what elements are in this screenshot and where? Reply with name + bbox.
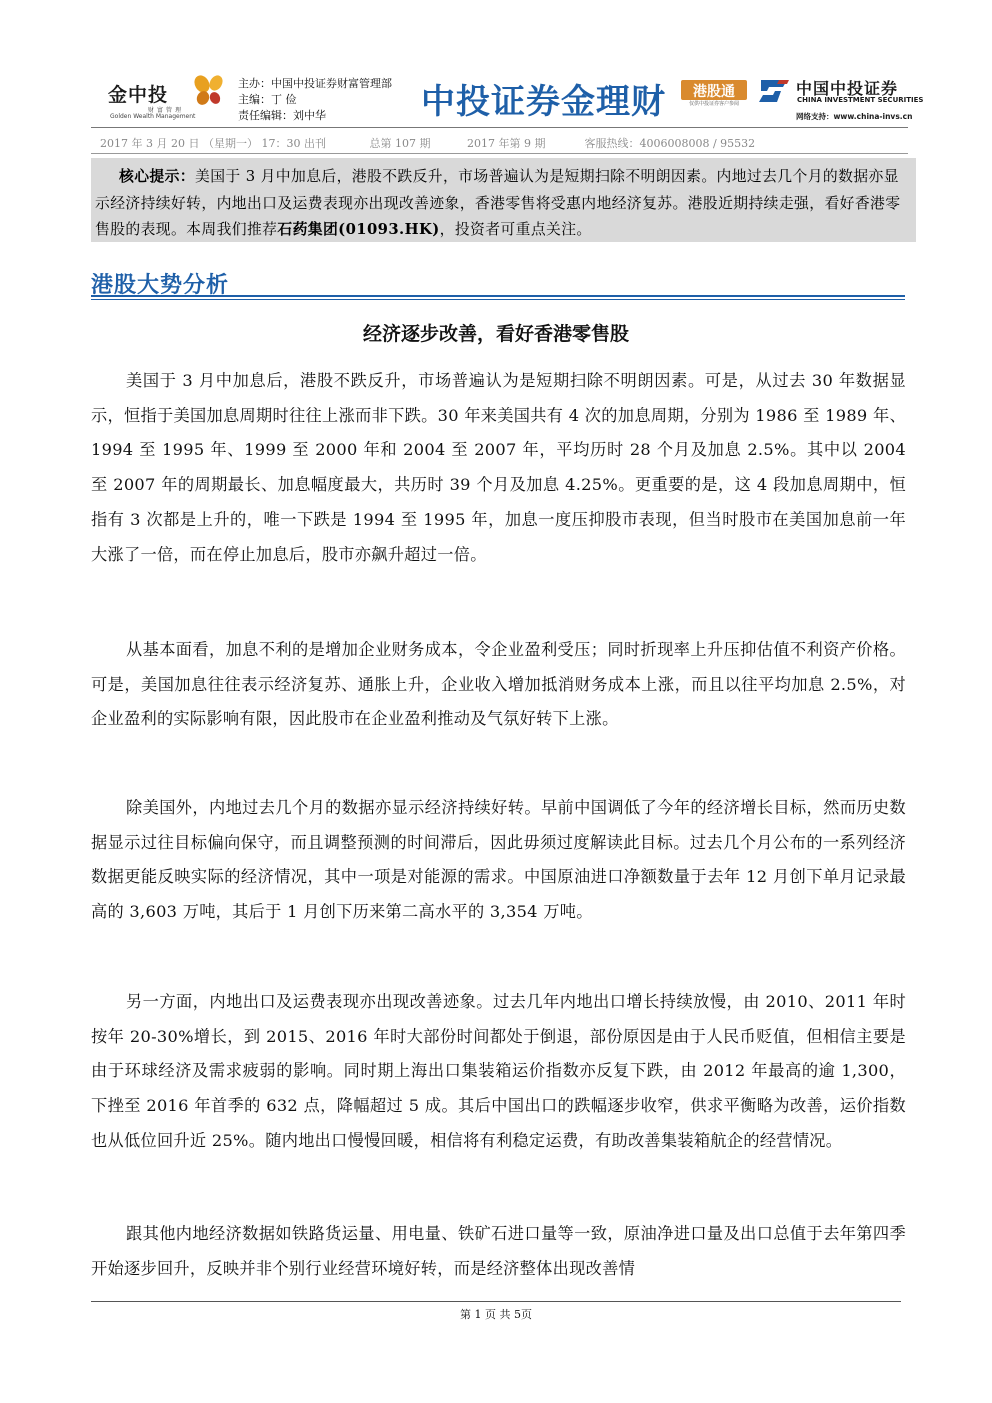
issue-date: 2017 年 3 月 20 日 （星期一） 17：30 出刊 bbox=[100, 137, 326, 150]
recommended-stock: 石药集团(01093.HK) bbox=[277, 221, 440, 238]
masthead-info bbox=[238, 76, 392, 124]
article-paragraph: 除美国外，内地过去几个月的数据亦显示经济持续好转。早前中国调低了今年的经济增长目标，然而历史数据显示过往目标偏向保守，而且调整预测的时间滞后，因此毋须过度解读此目标。过去几个月公布的一系列经济数据更能反映实际的经济情况，其中一项是对能源的需求。中国原油进口净额数量于去年 12 月创下单月记录最高的 3,603 万吨，其后于 1 月创下历来第二高水平的 3,354 万吨。 bbox=[91, 798, 906, 922]
article-paragraph: 美国于 3 月中加息后，港股不跌反升，市场普遍认为是短期扫除不明朗因素。可是，从过去 30 年数据显示，恒指于美国加息周期时往往上涨而非下跌。30 年来美国共有 4 次的加息周期，分别为 1986 至 1989 年、1994 至 1995 年、1999 至 2000 年和 2004 至 2007 年，平均历时 28 个月及加息 2.5%。其中以 2004 至 2007 年的周期最长、加息幅度最大，共历时 39 个月及加息 4.25%。更重要的是，这 4 段加息周期中，恒指有 3 次都是上升的，唯一下跌是 1994 至 1995 年，加息一度压抑股市表现，但当时股市在美国加息前一年大涨了一倍，而在停止加息后，股市亦飙升超过一倍。 bbox=[91, 371, 906, 564]
section-rule-thin bbox=[91, 299, 905, 300]
broker-website[interactable]: 网络支持：www.china-invs.cn bbox=[796, 112, 913, 121]
badge-label: 港股通 bbox=[693, 84, 735, 100]
butterfly-logo-icon bbox=[192, 74, 226, 108]
key-tips-ending: ，投资者可重点关注。 bbox=[439, 221, 592, 238]
issue-info-line bbox=[100, 135, 900, 151]
responsible-editor-line: 责任编辑：刘中华 bbox=[238, 109, 326, 122]
page-number: 第 1 页 共 5页 bbox=[460, 1308, 532, 1321]
editor-line: 主编：丁 俭 bbox=[238, 93, 297, 106]
issue-total-number: 总第 107 期 bbox=[369, 137, 431, 150]
footer-divider bbox=[91, 1301, 901, 1302]
company-logo bbox=[108, 74, 226, 122]
publication-title: 中投证券金理财 bbox=[421, 82, 666, 122]
issue-divider bbox=[91, 153, 908, 154]
logo-subtitle-cn: 财富管理 bbox=[148, 107, 185, 114]
broker-name-cn: 中国中投证券 bbox=[796, 79, 899, 98]
sponsor-line: 主办：中国中投证券财富管理部 bbox=[238, 77, 392, 90]
broker-name-en: CHINA INVESTMENT SECURITIES bbox=[797, 96, 924, 104]
article-paragraph: 跟其他内地经济数据如铁路货运量、用电量、铁矿石进口量等一致，原油净进口量及出口总值于去年第四季开始逐步回升，反映并非个别行业经营环境好转，而是经济整体出现改善情 bbox=[91, 1224, 906, 1278]
service-hotline: 客服热线：4006008008 / 95532 bbox=[584, 137, 756, 150]
section-rule-thick bbox=[91, 295, 905, 297]
key-tips-box bbox=[91, 158, 916, 242]
article-title: 经济逐步改善，看好香港零售股 bbox=[362, 323, 629, 345]
badge-subtitle: 仅供中投证券客户参阅 bbox=[688, 101, 739, 107]
hk-connect-badge bbox=[681, 80, 747, 107]
issue-year-number: 2017 年第 9 期 bbox=[467, 137, 546, 150]
broker-logo-icon bbox=[757, 78, 791, 104]
logo-text: 金中投 bbox=[108, 84, 169, 106]
article-paragraph: 另一方面，内地出口及运费表现亦出现改善迹象。过去几年内地出口增长持续放慢，由 2010、2011 年时按年 20-30%增长，到 2015、2016 年时大部份时间都处于倒退，部份原因是由于人民币贬值，但相信主要是由于环球经济及需求疲弱的影响。同时期上海出口集装箱运价指数亦反复下跌，由 2012 年最高的逾 1,300，下挫至 2016 年首季的 632 点，降幅超过 5 成。其后中国出口的跌幅逐步收窄，供求平衡略为改善，运价指数也从低位回升近 25%。随内地出口慢慢回暖，相信将有利稳定运费，有助改善集装箱航企的经营情况。 bbox=[91, 992, 906, 1150]
masthead-divider bbox=[91, 127, 908, 128]
key-tips-label: 核心提示： bbox=[119, 168, 195, 185]
key-tips-body: 美国于 3 月中加息后，港股不跌反升，市场普遍认为是短期扫除不明朗因素。内地过去几个月的数据亦显示经济持续好转，内地出口及运费表现亦出现改善迹象，香港零售将受惠内地经济复苏。港股近期持续走强，看好香港零售股的表现。本周我们推荐 bbox=[95, 168, 901, 238]
section-title: 港股大势分析 bbox=[91, 273, 230, 298]
article-paragraph: 从基本面看，加息不利的是增加企业财务成本，令企业盈利受压；同时折现率上升压抑估值不利资产价格。可是，美国加息往往表示经济复苏、通胀上升，企业收入增加抵消财务成本上涨，而且以往平均加息 2.5%，对企业盈利的实际影响有限，因此股市在企业盈利推动及气氛好转下上涨。 bbox=[91, 640, 906, 729]
logo-subtitle-en: Golden Wealth Management bbox=[110, 113, 196, 120]
key-tips-text bbox=[95, 164, 910, 244]
